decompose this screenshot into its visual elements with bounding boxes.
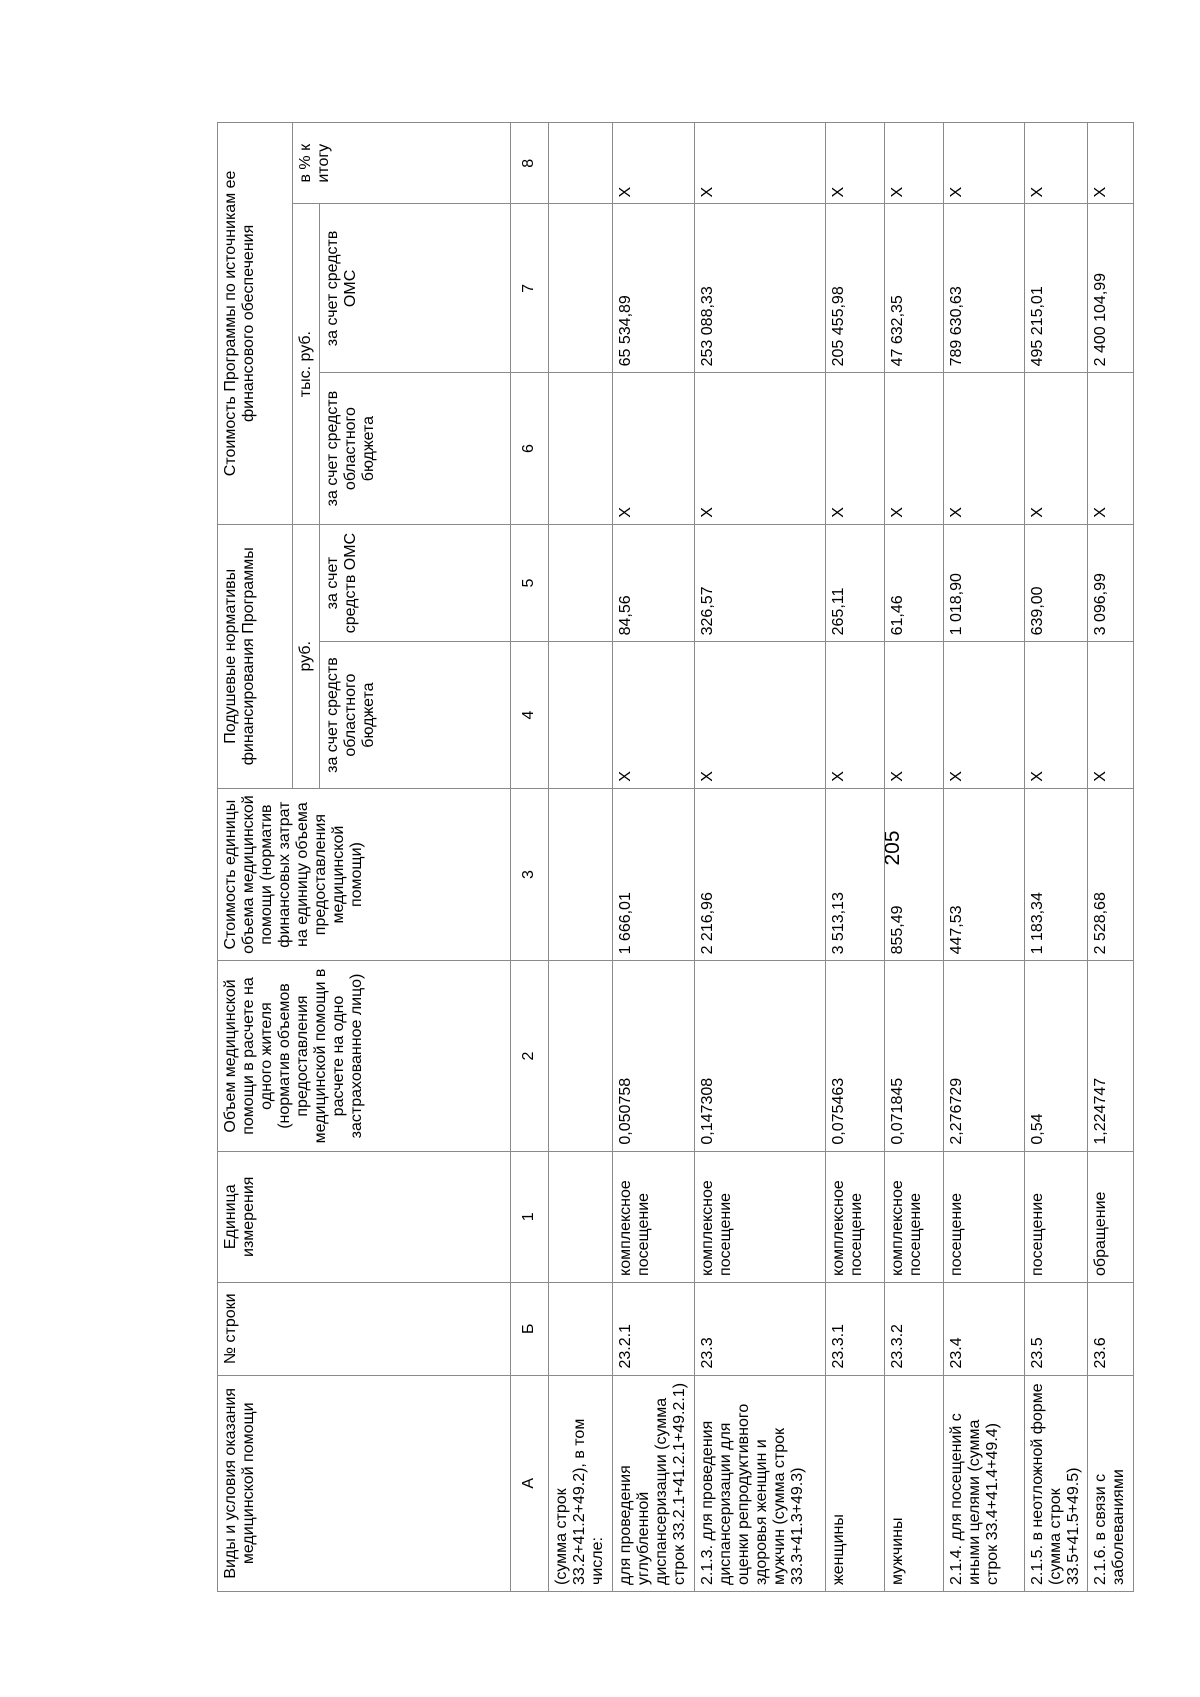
row-cost-regional: X xyxy=(1024,373,1088,524)
col-num: 8 xyxy=(510,123,548,204)
table-row xyxy=(612,123,694,1592)
row-unit: обращение xyxy=(1088,1151,1134,1282)
row-norm-regional: X xyxy=(1024,642,1088,788)
row-norm-regional: X xyxy=(612,642,694,788)
row-volume: 0,050758 xyxy=(612,961,694,1151)
col-num: 2 xyxy=(510,961,548,1151)
row-volume: 0,54 xyxy=(1024,961,1088,1151)
row-line: 23.6 xyxy=(1088,1282,1134,1375)
header-unit-cost: Стоимость единицы объема медицинской помощи (норматив финансовых затрат на единицу объема предоставления медицинской помощи) xyxy=(218,788,511,961)
col-num: 5 xyxy=(510,524,548,642)
row-unit-cost: 3 513,13 xyxy=(826,788,885,961)
row-cost-oms: 2 400 104,99 xyxy=(1088,204,1134,373)
row-line: 23.3 xyxy=(694,1282,826,1375)
row-unit: посещение xyxy=(943,1151,1024,1282)
header-line-number: № строки xyxy=(218,1282,511,1375)
row-kind: 2.1.6. в связи с заболеваниями xyxy=(1088,1375,1134,1591)
row-unit-cost: 855,49 xyxy=(884,788,943,961)
header-cost-unit: тыс. руб. xyxy=(292,204,319,524)
row-unit-cost: 1 183,34 xyxy=(1024,788,1088,961)
row-percent: X xyxy=(943,123,1024,204)
row-cost-oms: 65 534,89 xyxy=(612,204,694,373)
row-norm-oms: 84,56 xyxy=(612,524,694,642)
row-unit: посещение xyxy=(1024,1151,1088,1282)
col-num: 6 xyxy=(510,373,548,524)
row-line: 23.4 xyxy=(943,1282,1024,1375)
header-volume: Объем медицинской помощи в расчете на одного жителя (норматив объемов предоставления медицинской помощи в расчете на одно застрахованное лицо) xyxy=(218,961,511,1151)
row-percent: X xyxy=(1024,123,1088,204)
header-unit: Единица измерения xyxy=(218,1151,511,1282)
row-norm-regional: X xyxy=(1088,642,1134,788)
row-line: 23.3.2 xyxy=(884,1282,943,1375)
row-cost-regional: X xyxy=(943,373,1024,524)
row-norm-regional xyxy=(548,642,612,788)
row-cost-oms: 253 088,33 xyxy=(694,204,826,373)
row-norm-oms: 639,00 xyxy=(1024,524,1088,642)
row-unit-cost: 2 528,68 xyxy=(1088,788,1134,961)
rotated-table-wrapper xyxy=(217,122,1134,1592)
col-num: 4 xyxy=(510,642,548,788)
row-percent: X xyxy=(884,123,943,204)
row-line: 23.3.1 xyxy=(826,1282,885,1375)
col-num: 1 xyxy=(510,1151,548,1282)
row-volume: 2,276729 xyxy=(943,961,1024,1151)
row-percent xyxy=(548,123,612,204)
row-cost-oms: 495 215,01 xyxy=(1024,204,1088,373)
row-kind: мужчины xyxy=(884,1375,943,1591)
row-unit: комплексное посещение xyxy=(884,1151,943,1282)
header-kinds: Виды и условия оказания медицинской помощи xyxy=(218,1375,511,1591)
table-row xyxy=(1024,123,1088,1592)
row-unit-cost xyxy=(548,788,612,961)
row-norm-regional: X xyxy=(694,642,826,788)
page-number: 205 xyxy=(881,830,904,866)
header-cost-oms: за счет средств ОМС xyxy=(320,204,510,373)
row-line: 23.5 xyxy=(1024,1282,1088,1375)
row-unit: комплексное посещение xyxy=(612,1151,694,1282)
row-cost-regional: X xyxy=(694,373,826,524)
row-unit-cost: 2 216,96 xyxy=(694,788,826,961)
row-volume: 1,224747 xyxy=(1088,961,1134,1151)
row-cost-oms xyxy=(548,204,612,373)
row-volume xyxy=(548,961,612,1151)
row-kind: для проведения углубленной диспансеризации (сумма строк 33.2.1+41.2.1+49.2.1) xyxy=(612,1375,694,1591)
row-kind: женщины xyxy=(826,1375,885,1591)
row-cost-regional: X xyxy=(884,373,943,524)
header-norm-regional: за счет средств областного бюджета xyxy=(320,642,510,788)
row-percent: X xyxy=(826,123,885,204)
row-unit-cost: 447,53 xyxy=(943,788,1024,961)
column-number-row xyxy=(510,123,548,1592)
header-percent-of-total: в % к итогу xyxy=(292,123,510,204)
row-cost-regional: X xyxy=(1088,373,1134,524)
row-unit xyxy=(548,1151,612,1282)
row-unit-cost: 1 666,01 xyxy=(612,788,694,961)
row-norm-oms: 326,57 xyxy=(694,524,826,642)
row-kind: 2.1.3. для проведения диспансеризации для оценки репродуктивного здоровья женщин и мужчин (сумма строк 33.3+41.3+49.3) xyxy=(694,1375,826,1591)
row-volume: 0,147308 xyxy=(694,961,826,1151)
header-program-cost: Стоимость Программы по источникам ее финансового обеспечения xyxy=(218,123,293,525)
row-kind: 2.1.5. в неотложной форме (сумма строк 33.5+41.5+49.5) xyxy=(1024,1375,1088,1591)
row-cost-regional: X xyxy=(612,373,694,524)
row-percent: X xyxy=(1088,123,1134,204)
row-norm-regional: X xyxy=(884,642,943,788)
row-cost-oms: 205 455,98 xyxy=(826,204,885,373)
table-row xyxy=(1088,123,1134,1592)
row-norm-oms: 3 096,99 xyxy=(1088,524,1134,642)
col-num: Б xyxy=(510,1282,548,1375)
col-num: 7 xyxy=(510,204,548,373)
row-line xyxy=(548,1282,612,1375)
row-cost-oms: 789 630,63 xyxy=(943,204,1024,373)
row-percent: X xyxy=(694,123,826,204)
row-volume: 0,075463 xyxy=(826,961,885,1151)
table-row xyxy=(694,123,826,1592)
row-cost-oms: 47 632,35 xyxy=(884,204,943,373)
header-row-1 xyxy=(218,123,293,1592)
row-norm-oms: 1 018,90 xyxy=(943,524,1024,642)
col-num: 3 xyxy=(510,788,548,961)
row-line: 23.2.1 xyxy=(612,1282,694,1375)
table-row xyxy=(884,123,943,1592)
row-cost-regional: X xyxy=(826,373,885,524)
row-norm-regional: X xyxy=(826,642,885,788)
row-kind: (сумма строк 33.2+41.2+49.2), в том числе: xyxy=(548,1375,612,1591)
row-kind: 2.1.4. для посещений с иными целями (сумма строк 33.4+41.4+49.4) xyxy=(943,1375,1024,1591)
col-num: А xyxy=(510,1375,548,1591)
row-percent: X xyxy=(612,123,694,204)
row-norm-oms: 265,11 xyxy=(826,524,885,642)
header-per-capita-norms: Подушевые нормативы финансирования Программы xyxy=(218,524,293,788)
financing-table xyxy=(217,122,1134,1592)
table-row xyxy=(548,123,612,1592)
row-norm-regional: X xyxy=(943,642,1024,788)
row-unit: комплексное посещение xyxy=(826,1151,885,1282)
header-cost-regional: за счет средств областного бюджета xyxy=(320,373,510,524)
row-norm-oms: 61,46 xyxy=(884,524,943,642)
row-cost-regional xyxy=(548,373,612,524)
row-volume: 0,071845 xyxy=(884,961,943,1151)
row-norm-oms xyxy=(548,524,612,642)
table-row xyxy=(826,123,885,1592)
row-unit: комплексное посещение xyxy=(694,1151,826,1282)
header-norms-unit: руб. xyxy=(292,524,319,788)
header-norm-oms: за счет средств ОМС xyxy=(320,524,510,642)
table-row xyxy=(943,123,1024,1592)
